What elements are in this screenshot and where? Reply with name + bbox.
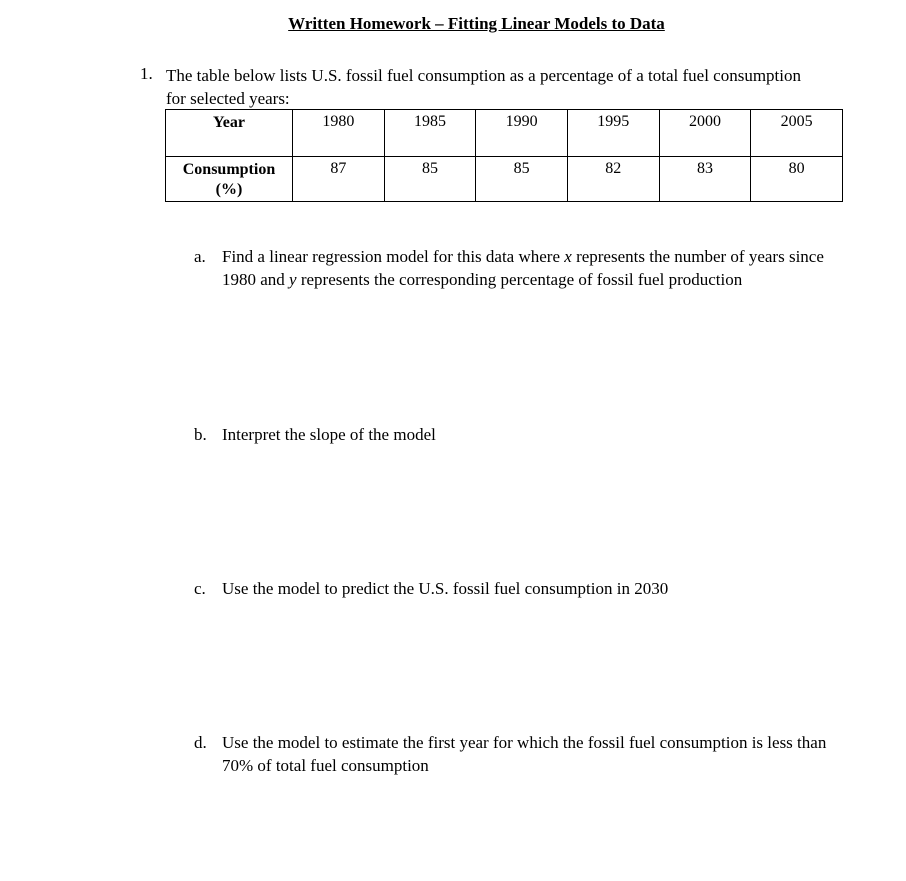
table-header-consumption <box>166 157 293 202</box>
part-a-text-segment: represents the corresponding percentage of fossil fuel production <box>296 270 743 289</box>
table-cell-year: 1980 <box>293 110 385 157</box>
variable-x: x <box>564 247 572 266</box>
table-cell-year: 1995 <box>567 110 659 157</box>
question-number: 1. <box>140 64 153 83</box>
part-d-letter: d. <box>194 733 207 752</box>
part-a-letter: a. <box>194 247 206 266</box>
table-cell-year: 2005 <box>751 110 843 157</box>
page-title: Written Homework – Fitting Linear Models to Data <box>288 14 665 33</box>
part-c-text: Use the model to predict the U.S. fossil fuel consumption in 2030 <box>222 579 669 598</box>
part-d-text: Use the model to estimate the first year for which the fossil fuel consumption is less than 70% of total fuel consumption <box>222 733 827 775</box>
table-cell-consumption: 85 <box>476 157 568 202</box>
variable-y: y <box>289 270 297 289</box>
part-a-text <box>222 245 832 291</box>
question-text: The table below lists U.S. fossil fuel consumption as a percentage of a total fuel consumption for selected years: <box>166 66 801 108</box>
table-header-consumption-line1: Consumption <box>182 161 276 178</box>
part-b-letter: b. <box>194 425 207 444</box>
table-cell-year: 1985 <box>384 110 476 157</box>
part-a-text-segment: Find a linear regression model for this data where <box>222 247 565 266</box>
table-row-year <box>166 110 843 157</box>
table-cell-consumption: 82 <box>567 157 659 202</box>
data-table <box>165 109 843 202</box>
table-header-consumption-line2: (%) <box>215 181 243 198</box>
part-b-text: Interpret the slope of the model <box>222 425 436 444</box>
part-c-letter: c. <box>194 579 206 598</box>
table-cell-consumption: 85 <box>384 157 476 202</box>
table-cell-year: 2000 <box>659 110 751 157</box>
table-header-year: Year <box>166 110 293 157</box>
part-a-text-segment: represents the number of years since 1980 and <box>222 247 824 289</box>
table-row-consumption <box>166 157 843 202</box>
table-cell-consumption: 80 <box>751 157 843 202</box>
table-cell-consumption: 87 <box>293 157 385 202</box>
table-cell-year: 1990 <box>476 110 568 157</box>
table-cell-consumption: 83 <box>659 157 751 202</box>
